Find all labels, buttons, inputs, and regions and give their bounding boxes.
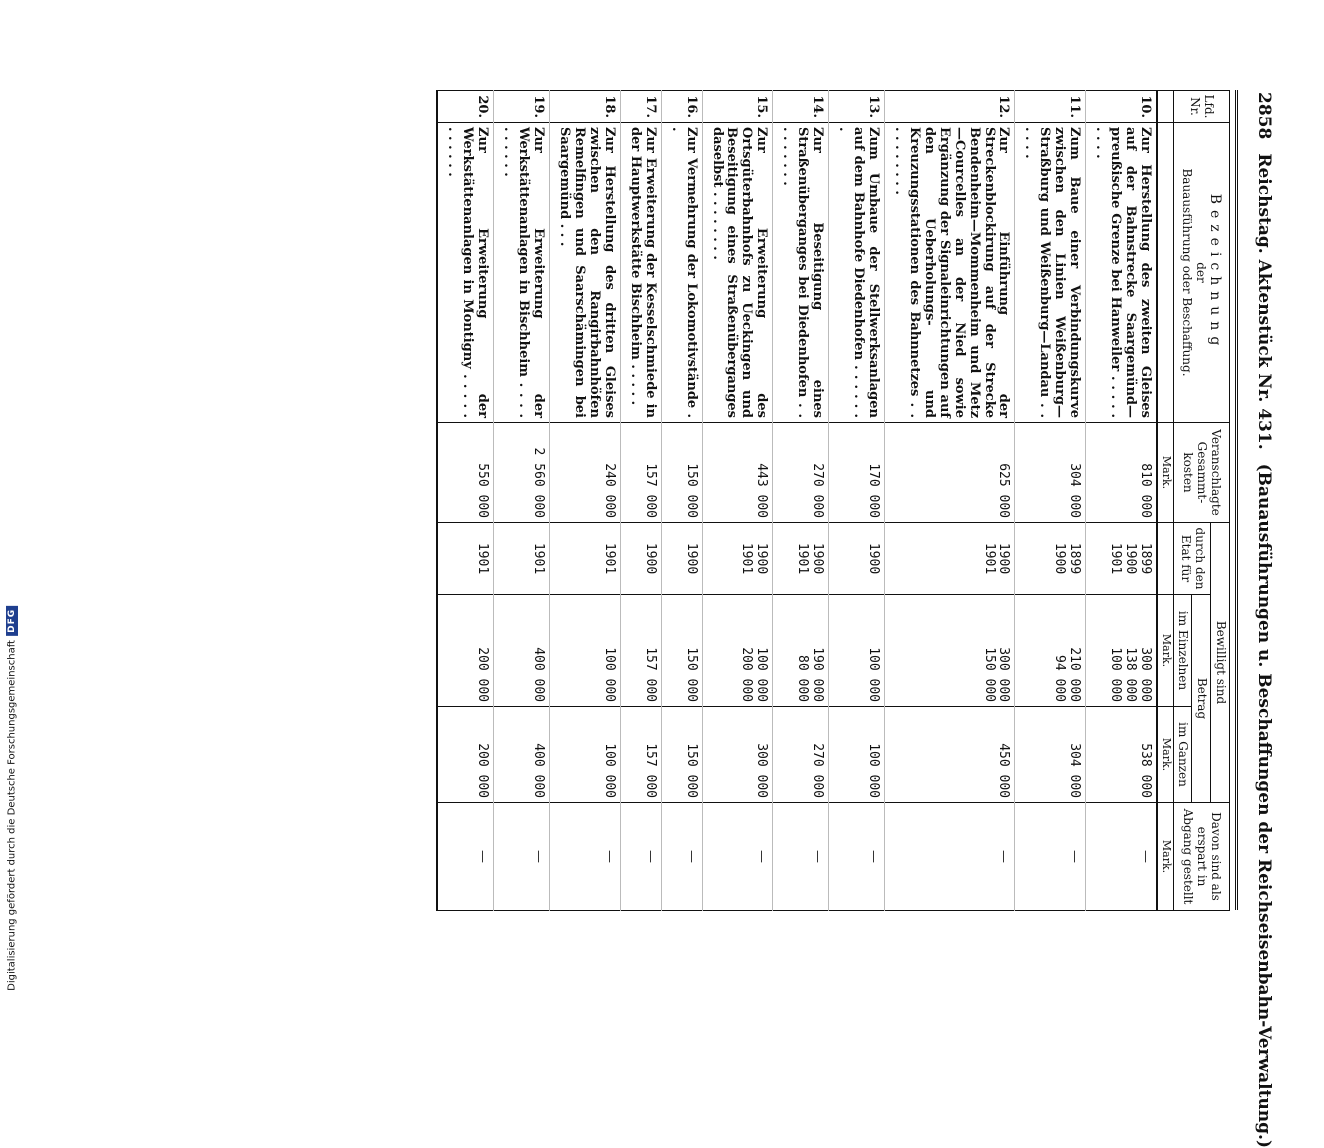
row-description: Zur Erweiterung der Werkstättenanlagen in Montigny . . . . . . . . . . . (437, 123, 493, 423)
dfg-logo: DFG (6, 606, 18, 636)
row-saved-amount: — (661, 803, 702, 911)
row-saved-amount: — (1086, 803, 1157, 911)
row-description: Zur Erweiterung des Ortsgüterbahnhofs zu Ueckingen und Beseitigung eines Straßenüberganges daselbst . . . . . . . . (702, 123, 773, 423)
row-amount-individual (620, 595, 661, 707)
unit-erspart: Mark. (1157, 803, 1173, 911)
unit-empty (1157, 91, 1173, 123)
row-number: 19. (494, 91, 550, 123)
row-amount-individual-line: 100 000 (601, 647, 617, 702)
row-budget-year-line: 1901 (601, 542, 617, 575)
col-header-nr: Lfd. Nr. (1173, 91, 1229, 123)
row-number: 12. (884, 91, 1015, 123)
row-amount-individual-line: 157 000 (642, 647, 658, 702)
row-budget-year (773, 523, 829, 595)
row-amount-total: 200 000 (437, 707, 493, 803)
row-budget-year (884, 523, 1015, 595)
row-budget-year-line: 1900 (754, 542, 770, 575)
row-saved-amount: — (550, 803, 621, 911)
row-amount-individual (550, 595, 621, 707)
col-header-durch-etat: durch den Etat für (1173, 523, 1211, 595)
table-body (437, 91, 1157, 911)
table-row (661, 91, 702, 911)
row-budget-year (620, 523, 661, 595)
row-description: Zur Vermehrung der Lokomotivstände . . (661, 123, 702, 423)
row-saved-amount: — (884, 803, 1015, 911)
table-row (829, 91, 885, 911)
row-saved-amount: — (702, 803, 773, 911)
col-header-einzelnen: im Einzelnen (1173, 595, 1192, 707)
row-amount-individual (494, 595, 550, 707)
row-total-cost: 810 000 (1086, 423, 1157, 523)
row-budget-year (494, 523, 550, 595)
row-amount-individual-line: 200 000 (739, 647, 755, 702)
row-amount-individual-line: 300 000 (1137, 647, 1153, 702)
row-total-cost: 150 000 (661, 423, 702, 523)
row-amount-total: 100 000 (829, 707, 885, 803)
row-budget-year (661, 523, 702, 595)
col-header-erspart: Davon sind als erspart in Abgang gestellt (1173, 803, 1229, 911)
row-description: Zur Herstellung des dritten Gleises zwischen den Rangirbahnhöfen Remelfingen und Saarschämingen bei Saargemünd . . . (550, 123, 621, 423)
running-head (1254, 92, 1274, 1148)
funding-text: Digitalisierung gefördert durch die Deutsche Forschungsgemeinschaft (6, 640, 18, 991)
row-amount-total: 304 000 (1015, 707, 1086, 803)
row-amount-individual (437, 595, 493, 707)
row-budget-year-line: 1900 (683, 542, 699, 575)
row-saved-amount: — (494, 803, 550, 911)
row-budget-year (550, 523, 621, 595)
row-number: 18. (550, 91, 621, 123)
row-total-cost: 240 000 (550, 423, 621, 523)
row-total-cost: 170 000 (829, 423, 885, 523)
col-header-betrag: Betrag (1192, 595, 1211, 803)
row-amount-individual (773, 595, 829, 707)
row-amount-individual-line: 300 000 (996, 647, 1012, 702)
row-amount-individual-line: 100 000 (754, 647, 770, 702)
row-amount-total: 150 000 (661, 707, 702, 803)
row-number: 13. (829, 91, 885, 123)
col-header-cost: Veranschlagte Gesammt-kosten (1173, 423, 1229, 523)
row-budget-year-line: 1900 (642, 542, 658, 575)
unit-ganzen: Mark. (1157, 707, 1173, 803)
table-row (550, 91, 621, 911)
row-budget-year (437, 523, 493, 595)
row-description: Zur Herstellung des zweiten Gleises auf der Bahnstrecke Saargemünd—preußische Grenze bei Hanweiler . . . . . . . . . (1086, 123, 1157, 423)
row-number: 14. (773, 91, 829, 123)
row-budget-year-line: 1900 (810, 542, 826, 575)
row-budget-year (702, 523, 773, 595)
unit-cost: Mark. (1157, 423, 1173, 523)
funding-note (6, 606, 18, 991)
row-number: 20. (437, 91, 493, 123)
row-total-cost: 550 000 (437, 423, 493, 523)
row-number: 15. (702, 91, 773, 123)
row-saved-amount: — (773, 803, 829, 911)
row-budget-year-line: 1899 (1067, 542, 1083, 575)
row-amount-individual-line: 400 000 (531, 647, 547, 702)
row-saved-amount: — (620, 803, 661, 911)
row-budget-year-line: 1899 (1137, 542, 1153, 575)
row-budget-year-line: 1901 (981, 542, 997, 575)
row-budget-year-line: 1901 (739, 542, 755, 575)
row-amount-total: 157 000 (620, 707, 661, 803)
table-row (620, 91, 661, 911)
unit-einzelnen: Mark. (1157, 595, 1173, 707)
row-budget-year-line: 1900 (865, 542, 881, 575)
row-saved-amount: — (437, 803, 493, 911)
row-budget-year-line: 1900 (1052, 542, 1068, 575)
row-budget-year-line: 1901 (1108, 542, 1124, 575)
row-amount-individual (1015, 595, 1086, 707)
row-amount-individual-line: 138 000 (1123, 647, 1139, 702)
row-description: Zur Erweiterung der Werkstättenanlagen in Bischheim . . . . . . . . . . (494, 123, 550, 423)
row-amount-individual-line: 100 000 (865, 647, 881, 702)
desc-der: der (1194, 262, 1209, 283)
row-amount-total: 300 000 (702, 707, 773, 803)
row-budget-year-line: 1901 (795, 542, 811, 575)
table-row (884, 91, 1015, 911)
table-row (494, 91, 550, 911)
table-row (702, 91, 773, 911)
row-description: Zur Beseitigung eines Straßenüberganges bei Diedenhofen . . . . . . . . . (773, 123, 829, 423)
row-number: 10. (1086, 91, 1157, 123)
row-budget-year-line: 1900 (1123, 542, 1139, 575)
col-header-bewilligt: Bewilligt sind (1211, 523, 1230, 803)
row-total-cost: 625 000 (884, 423, 1015, 523)
header-rule (1235, 90, 1238, 910)
row-amount-individual (661, 595, 702, 707)
col-header-ganzen: im Ganzen (1173, 707, 1192, 803)
desc-sub: Bauausführung oder Beschaffung. (1180, 168, 1195, 377)
row-amount-total: 100 000 (550, 707, 621, 803)
row-amount-individual-line: 80 000 (795, 655, 811, 702)
row-amount-individual-line: 150 000 (683, 647, 699, 702)
row-budget-year (1015, 523, 1086, 595)
row-total-cost: 304 000 (1015, 423, 1086, 523)
row-amount-individual-line: 150 000 (981, 647, 997, 702)
page-title: (Bauausführungen u. Beschaffungen der Reichseisenbahn-Verwaltung.) (1254, 463, 1274, 1148)
row-budget-year (829, 523, 885, 595)
row-number: 16. (661, 91, 702, 123)
row-saved-amount: — (829, 803, 885, 911)
row-number: 11. (1015, 91, 1086, 123)
row-budget-year (1086, 523, 1157, 595)
row-budget-year-line: 1900 (996, 542, 1012, 575)
page-number: 2858 (1254, 92, 1274, 140)
row-description: Zum Umbaue der Stellwerksanlagen auf dem Bahnhofe Diedenhofen . . . . . . . (829, 123, 885, 423)
expenditure-table (436, 90, 1230, 911)
row-number: 17. (620, 91, 661, 123)
row-amount-individual-line: 210 000 (1067, 647, 1083, 702)
row-amount-individual (702, 595, 773, 707)
row-amount-individual-line: 94 000 (1052, 655, 1068, 702)
table-row (437, 91, 493, 911)
row-amount-individual-line: 100 000 (1108, 647, 1124, 702)
table-row (1086, 91, 1157, 911)
row-amount-total: 400 000 (494, 707, 550, 803)
desc-title: Bezeichnung (1207, 193, 1224, 352)
table-row (1015, 91, 1086, 911)
row-total-cost: 2 560 000 (494, 423, 550, 523)
row-description: Zur Einführung der Streckenblockirung auf der Strecke Bendenheim—Mommenheim und Metz—Courcelles an der Nied sowie Ergänzung der Signaleinrichtungen auf den Ueberholungs- und Kreuzungsstationen des Bahnnetzes . . . . . . . . . . (884, 123, 1015, 423)
row-budget-year-line: 1901 (475, 542, 491, 575)
row-amount-individual (884, 595, 1015, 707)
row-amount-individual-line: 190 000 (810, 647, 826, 702)
row-amount-individual (1086, 595, 1157, 707)
col-header-description (1173, 123, 1229, 423)
row-amount-individual (829, 595, 885, 707)
row-amount-total: 538 000 (1086, 707, 1157, 803)
row-total-cost: 270 000 (773, 423, 829, 523)
row-amount-total: 270 000 (773, 707, 829, 803)
row-amount-individual-line: 200 000 (475, 647, 491, 702)
row-total-cost: 443 000 (702, 423, 773, 523)
row-total-cost: 157 000 (620, 423, 661, 523)
row-amount-total: 450 000 (884, 707, 1015, 803)
unit-empty (1157, 523, 1173, 595)
table-row (773, 91, 829, 911)
unit-empty (1157, 123, 1173, 423)
source-reference: Reichstag. Aktenstück Nr. 431. (1254, 153, 1274, 450)
row-saved-amount: — (1015, 803, 1086, 911)
row-description: Zum Baue einer Verbindungskurve zwischen den Linien Weißenburg—Straßburg und Weißenburg—Landau . . . . . . (1015, 123, 1086, 423)
row-description: Zur Erweiterung der Kesselschmiede in der Hauptwerkstätte Bischheim . . . . . (620, 123, 661, 423)
row-budget-year-line: 1901 (531, 542, 547, 575)
